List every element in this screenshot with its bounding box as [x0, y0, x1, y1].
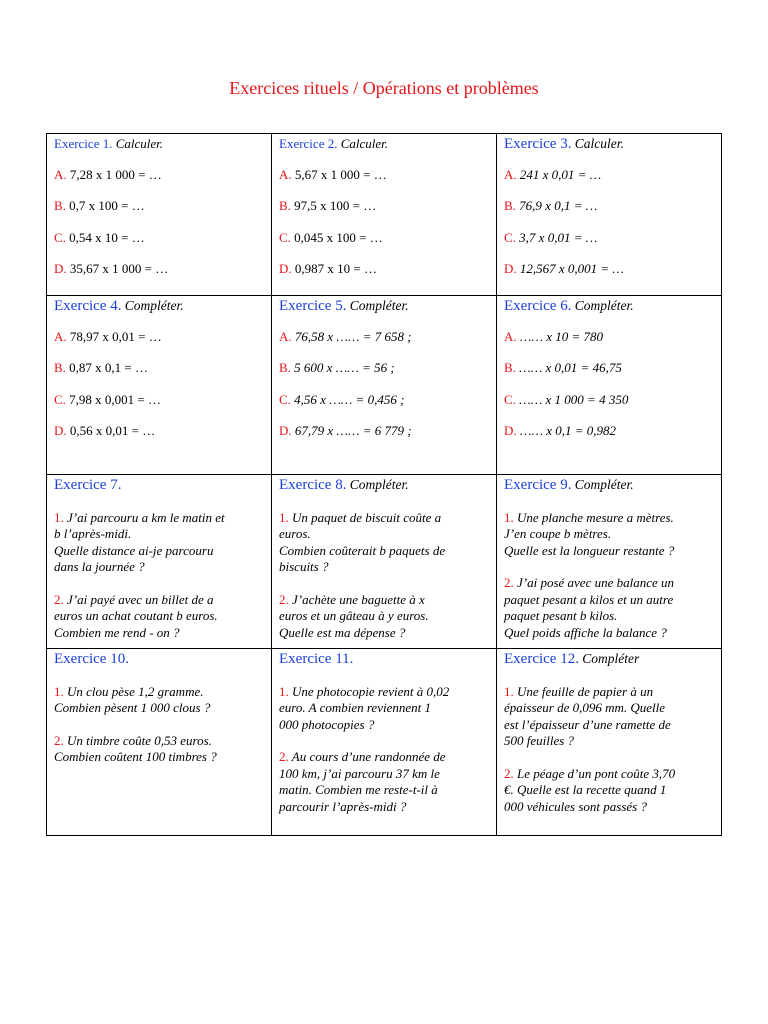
exercise-item: [504, 360, 715, 377]
problem-line: Une feuille de papier à un: [517, 683, 654, 699]
problem-line: 500 feuilles ?: [504, 733, 575, 748]
item-text: 78,97 x 0,01 = …: [69, 328, 162, 344]
item-letter: D.: [504, 423, 517, 438]
exercise-item: [279, 392, 490, 409]
exercise-instruction: Calculer.: [115, 136, 164, 151]
exercise-instruction: Compléter: [582, 651, 640, 666]
item-letter: A.: [279, 328, 292, 344]
problem-line: paquet pesant b kilos.: [504, 608, 618, 623]
exercise-cell-12: [497, 649, 722, 836]
item-text: 3,7 x 0,01 = …: [519, 229, 598, 245]
item-letter: C.: [279, 391, 291, 407]
exercise-title: Exercice 4.: [54, 298, 122, 314]
item-letter: D.: [54, 423, 67, 438]
item-letter: B.: [279, 360, 291, 375]
exercise-item: [54, 423, 265, 440]
item-letter: A.: [54, 328, 67, 344]
item-letter: A.: [504, 328, 517, 344]
exercise-item: [504, 230, 715, 247]
exercise-cell-7: [47, 475, 272, 649]
problem-line: euros un achat coutant b euros.: [54, 608, 218, 623]
item-letter: B.: [504, 360, 516, 375]
exercise-cell-2: [272, 134, 497, 296]
problem-number: 1.: [279, 509, 289, 525]
item-text: 67,79 x …… = 6 779 ;: [294, 423, 412, 438]
exercise-cell-5: [272, 296, 497, 475]
problem-number: 1.: [54, 683, 64, 699]
problem: [279, 684, 490, 734]
exercise-item: [279, 230, 490, 247]
exercise-title: Exercice 6.: [504, 298, 572, 314]
problem-line: J’achète une baguette à x: [292, 591, 425, 607]
problem-line: euro. A combien reviennent 1: [279, 700, 431, 715]
problem-number: 2.: [54, 732, 64, 748]
problem-line: Au cours d’une randonnée de: [291, 749, 446, 764]
item-letter: D.: [279, 261, 292, 276]
item-text: 0,54 x 10 = …: [69, 229, 145, 245]
exercise-item: [279, 167, 490, 184]
exercise-title: Exercice 1.: [54, 136, 113, 151]
item-letter: B.: [279, 198, 291, 213]
problem: [54, 592, 265, 642]
exercise-item: [54, 329, 265, 346]
problem-line: parcourir l’après-midi ?: [279, 798, 407, 814]
page-title: Exercices rituels / Opérations et problèmes: [229, 78, 539, 98]
problem-line: Quelle distance ai-je parcouru: [54, 542, 214, 558]
problem: [504, 510, 715, 560]
exercise-cell-3: [497, 134, 722, 296]
problem-line: Combien coûterait b paquets de: [279, 542, 446, 558]
exercise-item: [279, 198, 490, 215]
item-text: 76,58 x …… = 7 658 ;: [294, 328, 412, 344]
exercise-item: [54, 167, 265, 184]
exercise-cell-6: [497, 296, 722, 475]
item-letter: C.: [504, 391, 516, 407]
problem-line: paquet pesant a kilos et un autre: [504, 591, 674, 607]
problem-number: 2.: [504, 575, 514, 590]
problem-line: J’ai posé avec une balance un: [517, 575, 675, 590]
problem-line: Combien pèsent 1 000 clous ?: [54, 700, 211, 715]
exercise-instruction: Compléter.: [574, 298, 634, 313]
problem-line: Combien me rend - on ?: [54, 624, 180, 640]
problem-number: 1.: [279, 683, 289, 699]
problem-number: 2.: [279, 749, 289, 764]
problem-line: Quelle est la longueur restante ?: [504, 542, 675, 558]
exercise-item: [504, 329, 715, 346]
problem-line: Une photocopie revient à 0,02: [292, 683, 450, 699]
exercise-cell-11: [272, 649, 497, 836]
item-text: …… x 0,01 = 46,75: [519, 360, 622, 375]
exercise-title: Exercice 11.: [279, 651, 354, 667]
exercise-title: Exercice 2.: [279, 136, 338, 151]
problem-line: b l’après-midi.: [54, 526, 132, 541]
item-text: 0,987 x 10 = …: [294, 261, 377, 276]
problem-line: 000 véhicules sont passés ?: [504, 798, 647, 814]
exercise-instruction: Calculer.: [340, 136, 389, 151]
item-text: 0,87 x 0,1 = …: [69, 360, 149, 375]
exercise-title: Exercice 10.: [54, 651, 129, 667]
problem-line: est l’épaisseur d’une ramette de: [504, 716, 671, 732]
item-letter: C.: [504, 229, 516, 245]
problem-line: Le péage d’un pont coûte 3,70: [517, 765, 676, 781]
problem-number: 1.: [54, 509, 64, 525]
exercise-title: Exercice 12.: [504, 651, 579, 667]
problem-line: épaisseur de 0,096 mm. Quelle: [504, 700, 666, 715]
exercise-item: [504, 423, 715, 440]
problem: [504, 766, 715, 816]
item-text: 4,56 x …… = 0,456 ;: [294, 391, 405, 407]
problem-number: 2.: [504, 765, 514, 781]
exercise-cell-8: [272, 475, 497, 649]
exercise-instruction: Compléter.: [124, 298, 184, 313]
item-text: …… x 10 = 780: [519, 328, 604, 344]
exercise-item: [54, 392, 265, 409]
problem-line: euros et un gâteau à y euros.: [279, 608, 429, 623]
item-letter: A.: [279, 166, 292, 182]
exercise-item: [279, 261, 490, 278]
problem-line: euros.: [279, 526, 311, 541]
problem-line: J’ai payé avec un billet de a: [67, 591, 214, 607]
item-text: 5 600 x …… = 56 ;: [294, 360, 395, 375]
problem-line: J’ai parcouru a km le matin et: [67, 509, 225, 525]
problem-number: 2.: [54, 591, 64, 607]
problem-line: Un paquet de biscuit coûte a: [292, 509, 442, 525]
exercise-instruction: Compléter.: [574, 477, 634, 492]
item-letter: D.: [504, 261, 517, 276]
item-text: 0,045 x 100 = …: [294, 229, 383, 245]
item-letter: D.: [279, 423, 292, 438]
exercise-item: [504, 167, 715, 184]
item-text: …… x 0,1 = 0,982: [519, 423, 617, 438]
exercise-item: [54, 198, 265, 215]
exercise-item: [279, 360, 490, 377]
problem: [54, 733, 265, 766]
problem-line: €. Quelle est la recette quand 1: [504, 782, 667, 797]
item-letter: C.: [279, 229, 291, 245]
problem-line: biscuits ?: [279, 559, 329, 574]
item-text: …… x 1 000 = 4 350: [519, 391, 629, 407]
problem-line: Quelle est ma dépense ?: [279, 624, 406, 640]
problem-number: 2.: [279, 591, 289, 607]
item-text: 0,56 x 0,01 = …: [69, 423, 156, 438]
exercise-item: [504, 392, 715, 409]
exercise-item: [279, 329, 490, 346]
item-letter: B.: [504, 198, 516, 213]
problem: [279, 510, 490, 576]
exercise-cell-10: [47, 649, 272, 836]
problem-line: Un clou pèse 1,2 gramme.: [67, 683, 204, 699]
item-letter: C.: [54, 229, 66, 245]
item-letter: A.: [54, 166, 67, 182]
problem: [54, 684, 265, 717]
item-text: 7,98 x 0,001 = …: [69, 391, 162, 407]
exercise-item: [279, 423, 490, 440]
item-text: 76,9 x 0,1 = …: [519, 198, 598, 213]
item-text: 241 x 0,01 = …: [519, 166, 602, 182]
problem: [279, 749, 490, 815]
exercise-title: Exercice 5.: [279, 298, 347, 314]
exercise-item: [54, 230, 265, 247]
item-text: 97,5 x 100 = …: [294, 198, 377, 213]
item-letter: B.: [54, 360, 66, 375]
problem: [504, 684, 715, 750]
problem-line: dans la journée ?: [54, 559, 145, 574]
problem: [54, 510, 265, 576]
problem-line: J’en coupe b mètres.: [504, 526, 612, 541]
problem-number: 1.: [504, 683, 514, 699]
exercise-grid: [46, 133, 722, 836]
exercise-instruction: Compléter.: [349, 477, 409, 492]
problem-line: 100 km, j’ai parcouru 37 km le: [279, 765, 440, 781]
item-letter: D.: [54, 261, 67, 276]
exercise-cell-9: [497, 475, 722, 649]
exercise-instruction: Calculer.: [574, 136, 624, 151]
exercise-item: [54, 360, 265, 377]
item-letter: A.: [504, 166, 517, 182]
problem: [504, 575, 715, 641]
exercise-item: [504, 261, 715, 278]
problem-line: matin. Combien me reste-t-il à: [279, 782, 438, 797]
exercise-instruction: Compléter.: [349, 298, 409, 313]
problem-line: Un timbre coûte 0,53 euros.: [67, 732, 212, 748]
exercise-cell-1: [47, 134, 272, 296]
item-text: 7,28 x 1 000 = …: [69, 166, 162, 182]
item-text: 12,567 x 0,001 = …: [519, 261, 624, 276]
item-text: 0,7 x 100 = …: [69, 198, 145, 213]
problem-number: 1.: [504, 509, 514, 525]
item-letter: C.: [54, 391, 66, 407]
exercise-title: Exercice 8.: [279, 477, 347, 493]
exercise-item: [504, 198, 715, 215]
item-letter: B.: [54, 198, 66, 213]
exercise-title: Exercice 3.: [504, 136, 572, 152]
problem-line: Quel poids affiche la balance ?: [504, 624, 667, 640]
exercise-title: Exercice 7.: [54, 477, 122, 493]
item-text: 35,67 x 1 000 = …: [69, 261, 169, 276]
item-text: 5,67 x 1 000 = …: [294, 166, 387, 182]
exercise-item: [54, 261, 265, 278]
problem-line: 000 photocopies ?: [279, 716, 375, 732]
exercise-title: Exercice 9.: [504, 477, 572, 493]
exercise-cell-4: [47, 296, 272, 475]
problem: [279, 592, 490, 642]
problem-line: Une planche mesure a mètres.: [517, 509, 674, 525]
problem-line: Combien coûtent 100 timbres ?: [54, 749, 217, 764]
